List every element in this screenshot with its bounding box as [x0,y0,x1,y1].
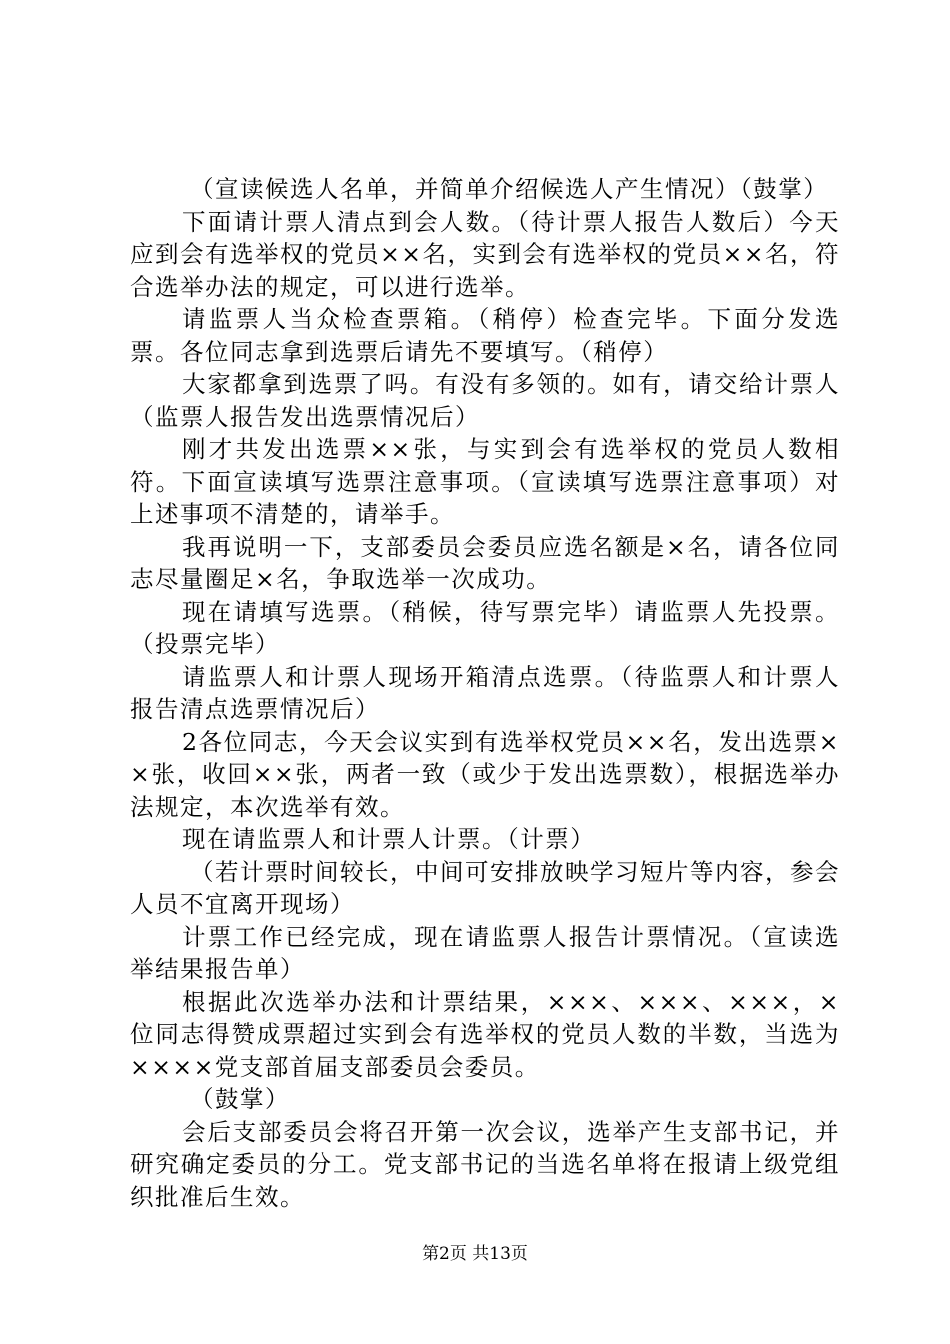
paragraph-headcount: 下面请计票人清点到会人数。（待计票人报告人数后）今天应到会有选举权的党员××名，实到会有选举权的党员××名，符合选举办法的规定，可以进行选举。 [130,207,840,301]
paragraph-count-complete: 计票工作已经完成，现在请监票人报告计票情况。（宣读选举结果报告单） [130,922,840,983]
paragraph-ballot-box-check: 请监票人当众检查票箱。（稍停）检查完毕。下面分发选票。各位同志拿到选票后请先不要填写。（稍停） [130,305,840,366]
paragraph-election-valid: 2各位同志，今天会议实到有选举权党员××名，发出选票××张，收回××张，两者一致（或少于发出选票数），根据选举办法规定，本次选举有效。 [130,727,840,821]
paragraph-ballots-issued: 刚才共发出选票××张，与实到会有选举权的党员人数相符。下面宣读填写选票注意事项。（宣读填写选票注意事项）对上述事项不清楚的，请举手。 [130,435,840,528]
paragraph-election-result: 根据此次选举办法和计票结果，×××、×××、×××，×位同志得赞成票超过实到会有选举权的党员人数的半数，当选为××××党支部首届支部委员会委员。 [130,987,840,1081]
page-number-footer: 第2页 共13页 [422,1244,528,1264]
paragraph-ballot-received: 大家都拿到选票了吗。有没有多领的。如有，请交给计票人（监票人报告发出选票情况后） [130,370,840,431]
paragraph-applause: （鼓掌） [190,1085,290,1113]
paragraph-count-votes: 现在请监票人和计票人计票。（计票） [182,825,596,853]
paragraph-open-box: 请监票人和计票人现场开箱清点选票。（待监票人和计票人报告清点选票情况后） [130,662,840,723]
paragraph-fill-ballot: 现在请填写选票。（稍候，待写票完毕）请监票人先投票。（投票完毕） [130,597,840,658]
paragraph-closing: 会后支部委员会将召开第一次会议，选举产生支部书记，并研究确定委员的分工。党支部书记的当选名单将在报请上级党组织批准后生效。 [130,1117,840,1211]
paragraph-long-count-note: （若计票时间较长，中间可安排放映学习短片等内容，参会人员不宜离开现场） [130,857,840,918]
paragraph-candidate-list: （宣读候选人名单，并简单介绍候选人产生情况）（鼓掌） [190,175,829,203]
paragraph-quota-explanation: 我再说明一下，支部委员会委员应选名额是×名，请各位同志尽量圈足×名，争取选举一次成功。 [130,532,840,593]
document-body [130,173,840,1213]
